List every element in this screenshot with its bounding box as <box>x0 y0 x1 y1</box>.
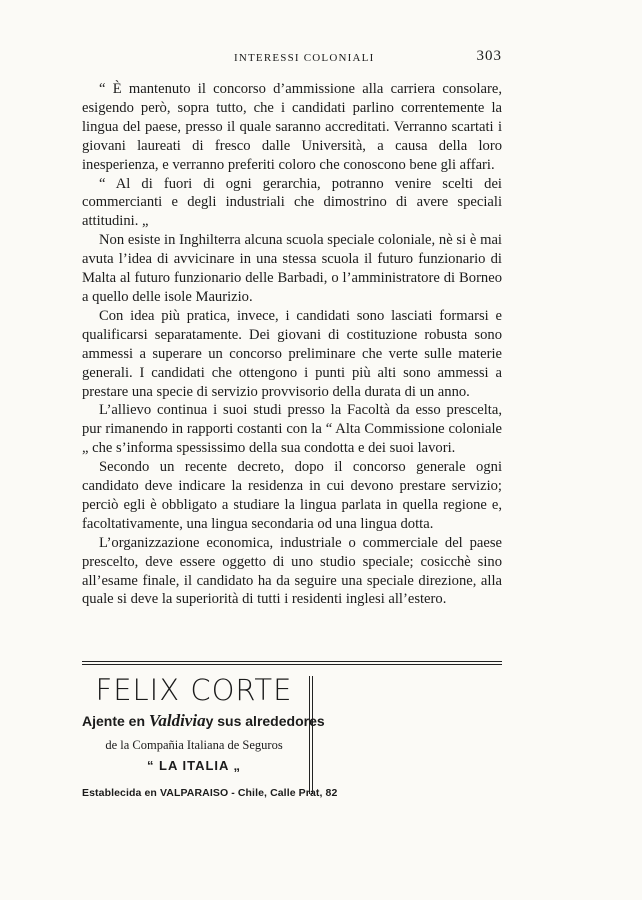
paragraph: Non esiste in Inghilterra alcuna scuola speciale coloniale, nè si è mai avuta l’idea di avvicinare in una stessa scuola il futuro funzionario di Malta al futuro funzionario delle Barbadi, o l’amministratore di Borneo a quello delle isole Maurizio. <box>82 232 502 305</box>
paragraph: Con idea più pratica, invece, i candidati sono lasciati formarsi e qualificarsi separatamente. Dei giovani di costituzione robusta sono ammessi a superare un concorso preliminare che verte sulle materie generali. I candidati che ottengono i punti più alti sono ammessi a prestare una specie di servizio provvisorio della durata di un anno. <box>82 307 502 400</box>
agent-suffix: y sus alrededores <box>205 713 325 729</box>
advertisement-side-rule <box>312 676 313 794</box>
running-title: INTERESSI COLONIALI <box>234 52 375 64</box>
paragraph: “ Al di fuori di ogni gerarchia, potranno venire scelti dei commercianti e degli industriali che dimostrino di avere speciali attitudini. „ <box>82 175 502 230</box>
advertiser-name: FELIX CORTE <box>95 673 293 707</box>
paragraph: Secondo un recente decreto, dopo il concorso generale ogni candidato deve indicare la residenza in cui devono prestare servizio; perciò egli è obbligato a studiare la lingua parlata in quella regione e, facoltativamente, una lingua secondaria od una lingua dotta. <box>82 459 502 532</box>
paragraph: L’allievo continua i suoi studi presso la Facoltà da esso prescelta, pur rimanendo in rapporti costanti con la “ Alta Commissione coloniale „ che s’informa spessissimo della sua condotta e dei suoi lavori. <box>82 402 502 457</box>
agent-place: Valdivia <box>148 711 206 730</box>
agent-prefix: Ajente en <box>82 713 146 729</box>
page-number: 303 <box>476 48 502 64</box>
paragraph: “ È mantenuto il concorso d’ammissione alla carriera consolare, esigendo però, sopra tutto, che i candidati parlino correntemente la lingua del paese, presso il quale saranno accreditati. Verranno scartati i giovani laureati di fresco dalle Università, a causa della loro inesperienza, e verranno preferiti coloro che conoscono bene gli affari. <box>82 81 502 173</box>
advertisement <box>82 668 338 803</box>
running-header <box>82 48 502 68</box>
advertisement-top-rule <box>82 664 502 665</box>
company-line: de la Compañia Italiana de Seguros <box>105 738 283 752</box>
paragraph: L’organizzazione economica, industriale o commerciale del paese prescelto, deve essere oggetto di uno studio speciale; cosicchè sino all’esame finale, il candidato ha da seguire una speciale direzione, alla quale si deve la superiorità di tutti i residenti inglesi all’estero. <box>82 534 502 608</box>
address-line: Establecida en VALPARAISO - Chile, Calle Prat, 82 <box>82 787 338 799</box>
agent-line <box>82 710 325 732</box>
article-body <box>82 80 502 609</box>
advertisement-top-rule <box>82 661 502 662</box>
company-name: “ LA ITALIA „ <box>146 758 242 773</box>
advertisement-side-rule <box>309 676 310 794</box>
